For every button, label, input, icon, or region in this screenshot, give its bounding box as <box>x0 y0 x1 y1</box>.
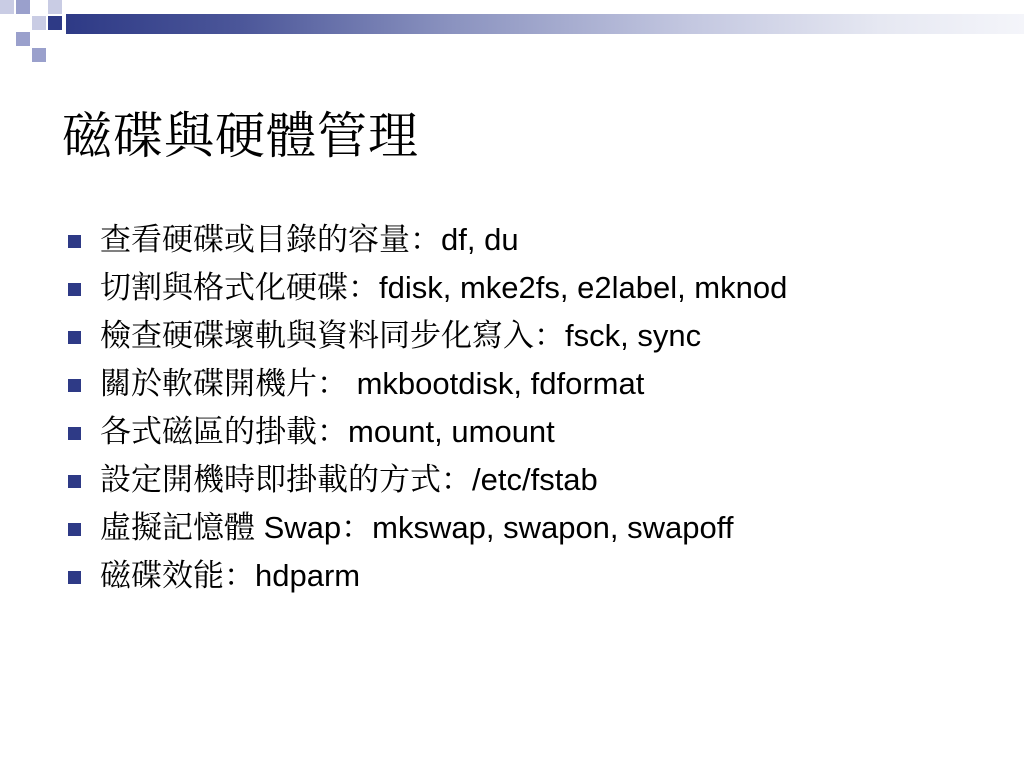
square-bullet-icon <box>68 523 81 536</box>
square-bullet-icon <box>68 331 81 344</box>
square-bullet-icon <box>68 475 81 488</box>
deco-square <box>16 32 30 46</box>
bullet-item <box>68 414 948 450</box>
square-bullet-icon <box>68 283 81 296</box>
square-bullet-icon <box>68 571 81 584</box>
bullet-text: 各式磁區的掛載：mount, umount <box>100 414 555 449</box>
square-bullet-icon <box>68 379 81 392</box>
deco-square <box>32 16 46 30</box>
header-decoration <box>0 0 1024 64</box>
bullet-text: 檢查硬碟壞軌與資料同步化寫入：fsck, sync <box>100 318 702 353</box>
deco-square <box>16 0 30 14</box>
bullet-text: 設定開機時即掛載的方式：/etc/fstab <box>100 462 598 497</box>
bullet-text: 切割與格式化硬碟：fdisk, mke2fs, e2label, mknod <box>100 270 788 305</box>
deco-square <box>0 48 14 62</box>
square-bullet-icon <box>68 235 81 248</box>
bullet-item <box>68 318 948 354</box>
bullet-item <box>68 558 948 594</box>
bullet-text: 磁碟效能：hdparm <box>100 558 361 593</box>
bullet-item <box>68 462 948 498</box>
bullet-list <box>68 222 948 606</box>
deco-square <box>32 48 46 62</box>
header-gradient-band <box>66 14 1024 34</box>
bullet-item <box>68 510 948 546</box>
square-bullet-icon <box>68 427 81 440</box>
slide-title: 磁碟與硬體管理 <box>62 107 419 165</box>
bullet-item <box>68 222 948 258</box>
deco-square <box>0 0 14 14</box>
bullet-text: 查看硬碟或目錄的容量：df, du <box>100 222 519 257</box>
deco-square <box>48 0 62 14</box>
bullet-item <box>68 270 948 306</box>
deco-square <box>48 16 62 30</box>
bullet-text: 虛擬記憶體 Swap：mkswap, swapon, swapoff <box>100 510 734 545</box>
bullet-text: 關於軟碟開機片： mkbootdisk, fdformat <box>100 366 645 401</box>
bullet-item <box>68 366 948 402</box>
